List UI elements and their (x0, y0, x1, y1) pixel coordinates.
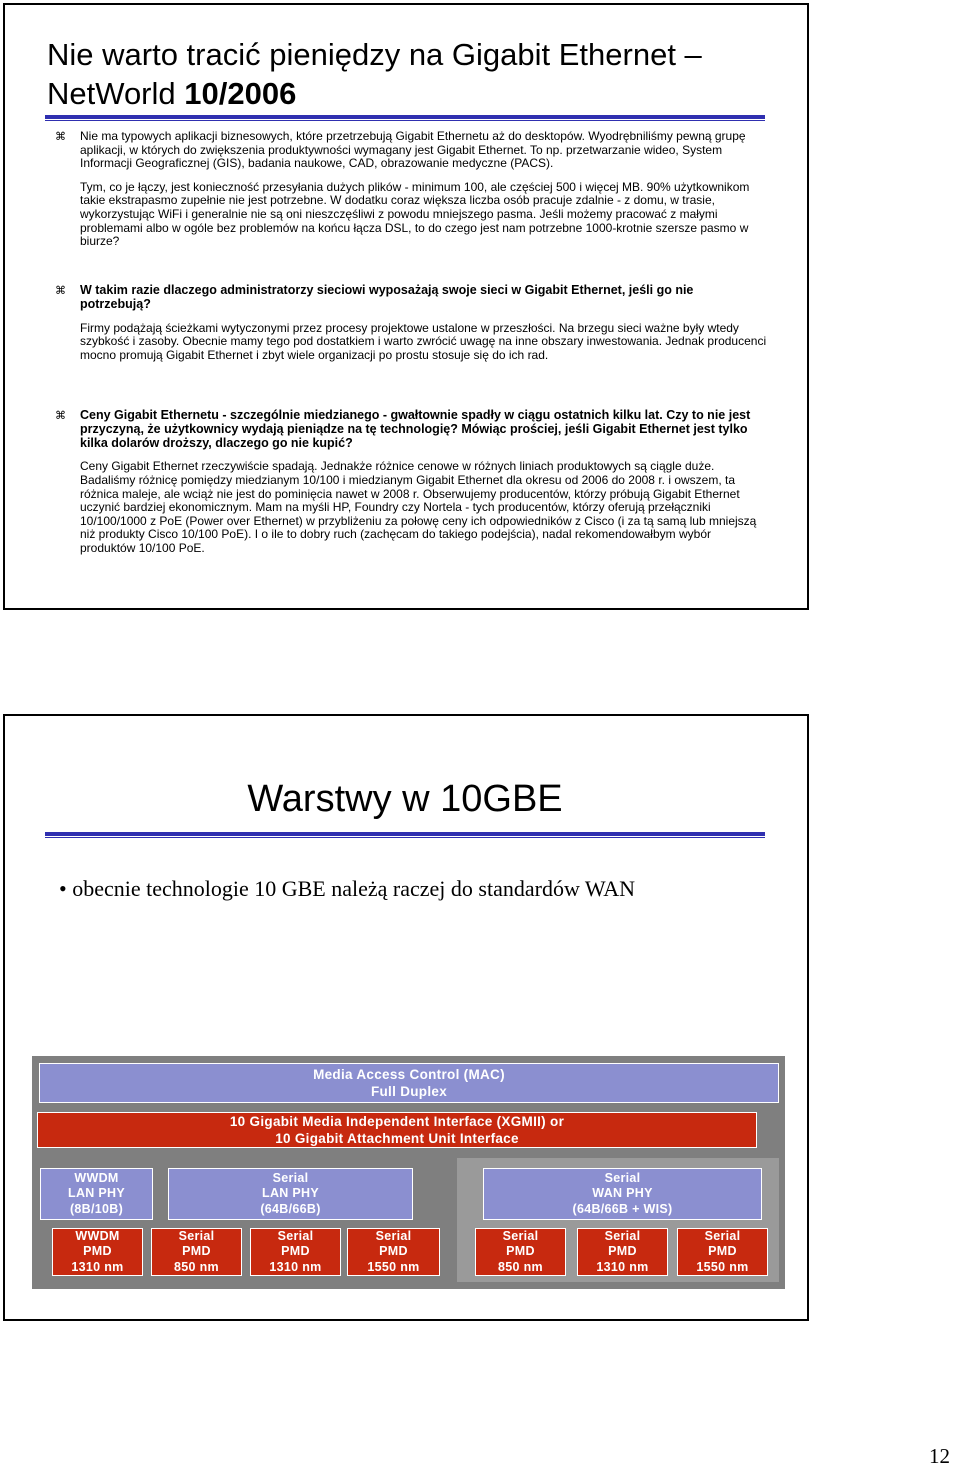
pmd-label: 1550 nm (696, 1259, 749, 1274)
pmd-label: Serial (178, 1228, 215, 1243)
title-rule (45, 115, 765, 121)
phy-box (483, 1168, 762, 1220)
pmd-box (347, 1228, 440, 1276)
pmd-label: PMD (708, 1244, 737, 1259)
list-item (55, 130, 767, 249)
mac-layer-box (39, 1063, 779, 1103)
paragraph: Firmy podążają ścieżkami wytyczonymi przez procesy projektowe ustalone w przeszłości. Na brzegu sieci ważne były wtedy szybkość i zasoby. Obecnie mamy tego pod dostatkiem i warto zwrócić uwagę na inne obszary inwestowania. Jednak producenci mocno promują Gigabit Ethernet i zbyt wiele organizacji po prostu stosuje się do ich rad. (80, 320, 767, 362)
phy-label: LAN PHY (262, 1186, 319, 1201)
pmd-label: Serial (375, 1228, 412, 1243)
mac-sublabel: Full Duplex (370, 1084, 448, 1099)
xgmii-label: 10 Gigabit Media Independent Interface (XGMII) or (229, 1114, 565, 1129)
pmd-label: 850 nm (498, 1259, 543, 1274)
phy-box (40, 1168, 153, 1220)
slide-title (47, 35, 702, 113)
question-heading: W takim razie dlaczego administratorzy sieciowi wyposażają swoje sieci w Gigabit Ethernet, jeśli go nie potrzebują? (80, 283, 694, 311)
paragraph: Ceny Gigabit Ethernet rzeczywiście spadają. Jednakże różnice cenowe w różnych liniach produktowych są ciągle duże. Badaliśmy różnicę pomiędzy miedzianym 10/100 i miedzianym Gigabit Ethernet dla okresu od 2006 do 2008 r. i owszem, ta różnica maleje, ale wciąż nie jest do pominięcia nawet w 2008 r. Obserwujemy producentów, którzy próbują Gigabit Ethernet uczynić bardziej ekonomicznym. Mam na myśli HP, Foundry czy Nortela - tych producentów, którzy oferują przełączniki 10/100/1000 z PoE (Power over Ethernet) w przybliżeniu za połowę ceny ich odpowiedników z Cisco (i za tą samą lub mniejszą niż produkty Cisco 10/100 PoE). I o ile to dobry ruch (zachęcam do takiego podejścia), nadal rekomendowałbym wybór produktów 10/100 PoE. (80, 459, 757, 555)
title-rule (45, 832, 765, 838)
pmd-label: WWDM (75, 1228, 120, 1243)
phy-label: Serial (604, 1170, 641, 1185)
phy-label: (64B/66B + WIS) (572, 1201, 673, 1216)
list-item (55, 284, 767, 362)
paragraph: Nie ma typowych aplikacji biznesowych, które przetrzebują Gigabit Ethernetu aż do desktopów. Wyodrębniliśmy pewną grupę aplikacji, w których do zwiększenia produktywności wymagany jest Gigabit Ethernet. To np. przetwarzanie wideo, System Informacji Geograficznej (GIS), badania naukowe, CAD, obrazowanie medyczne (PACS). (80, 129, 746, 171)
bullet-line (59, 876, 635, 902)
phy-box (168, 1168, 413, 1220)
pmd-label: 1550 nm (367, 1259, 420, 1274)
title-line-2-bold: 10/2006 (184, 76, 297, 111)
pmd-label: Serial (502, 1228, 539, 1243)
pmd-label: PMD (506, 1244, 535, 1259)
slide-top (3, 3, 809, 610)
pmd-label: PMD (281, 1244, 310, 1259)
page-number: 12 (929, 1444, 950, 1468)
slide-bottom (3, 714, 809, 1321)
pmd-box (577, 1228, 668, 1276)
mac-label: Media Access Control (MAC) (313, 1067, 505, 1082)
command-bullet-icon: ⌘ (55, 409, 66, 422)
title-line-1: Nie warto tracić pieniędzy na Gigabit Ethernet – (47, 37, 702, 72)
xgmii-sublabel: 10 Gigabit Attachment Unit Interface (275, 1131, 519, 1146)
paragraph: Tym, co je łączy, jest konieczność przesyłania dużych plików - minimum 100, ale częściej 500 i więcej MB. 90% użytkownikom takie ekstrapasmo zupełnie nie jest potrzebne. W dodatku coraz większa liczba osób pracuje zdalnie - z domu, w trasie, wykorzystując WiFi i generalnie nie są oni nieszczęśliwi z powodu mniejszego pasma. Jeśli możemy pracować z małymi problemami albo w ogóle bez problemów na końcu łącza DSL, to do czego jest nam potrzebne 1000-krotnie szersze pasmo w biurze? (80, 179, 750, 249)
pmd-label: Serial (604, 1228, 641, 1243)
phy-label: Serial (272, 1170, 309, 1185)
question-heading: Ceny Gigabit Ethernetu - szczególnie miedzianego - gwałtownie spadły w ciągu ostatnich kilku lat. Czy to nie jest przyczyną, że użytkownicy wydają pieniądze na tę technologię? Mówiąc prościej, jeśli Gigabit Ethernet jest tylko kilka dolarów droższy, dlaczego go nie kupić? (80, 408, 751, 450)
list-item (55, 409, 767, 556)
pmd-label: PMD (608, 1244, 637, 1259)
pmd-label: 1310 nm (269, 1259, 322, 1274)
layer-diagram (32, 1056, 785, 1289)
phy-label: (8B/10B) (69, 1201, 124, 1216)
pmd-label: 850 nm (174, 1259, 219, 1274)
pmd-label: 1310 nm (71, 1259, 124, 1274)
command-bullet-icon: ⌘ (55, 284, 66, 297)
phy-label: LAN PHY (68, 1186, 125, 1201)
pmd-label: PMD (182, 1244, 211, 1259)
phy-label: (64B/66B) (260, 1201, 321, 1216)
pmd-box (250, 1228, 341, 1276)
command-bullet-icon: ⌘ (55, 130, 66, 143)
pmd-label: PMD (379, 1244, 408, 1259)
pmd-box (475, 1228, 566, 1276)
xgmii-layer-box (37, 1112, 757, 1148)
slide-title: Warstwy w 10GBE (247, 778, 563, 820)
pmd-box (151, 1228, 242, 1276)
phy-label: WAN PHY (592, 1186, 653, 1201)
pmd-label: 1310 nm (596, 1259, 649, 1274)
pmd-label: Serial (704, 1228, 741, 1243)
bullet-text: obecnie technologie 10 GBE należą raczej do standardów WAN (72, 876, 636, 901)
pmd-box (52, 1228, 143, 1276)
pmd-label: PMD (83, 1244, 112, 1259)
title-line-2-prefix: NetWorld (47, 76, 185, 111)
phy-label: WWDM (74, 1170, 119, 1185)
pmd-box (677, 1228, 768, 1276)
bullet-dot-icon: • (59, 876, 67, 901)
pmd-label: Serial (277, 1228, 314, 1243)
